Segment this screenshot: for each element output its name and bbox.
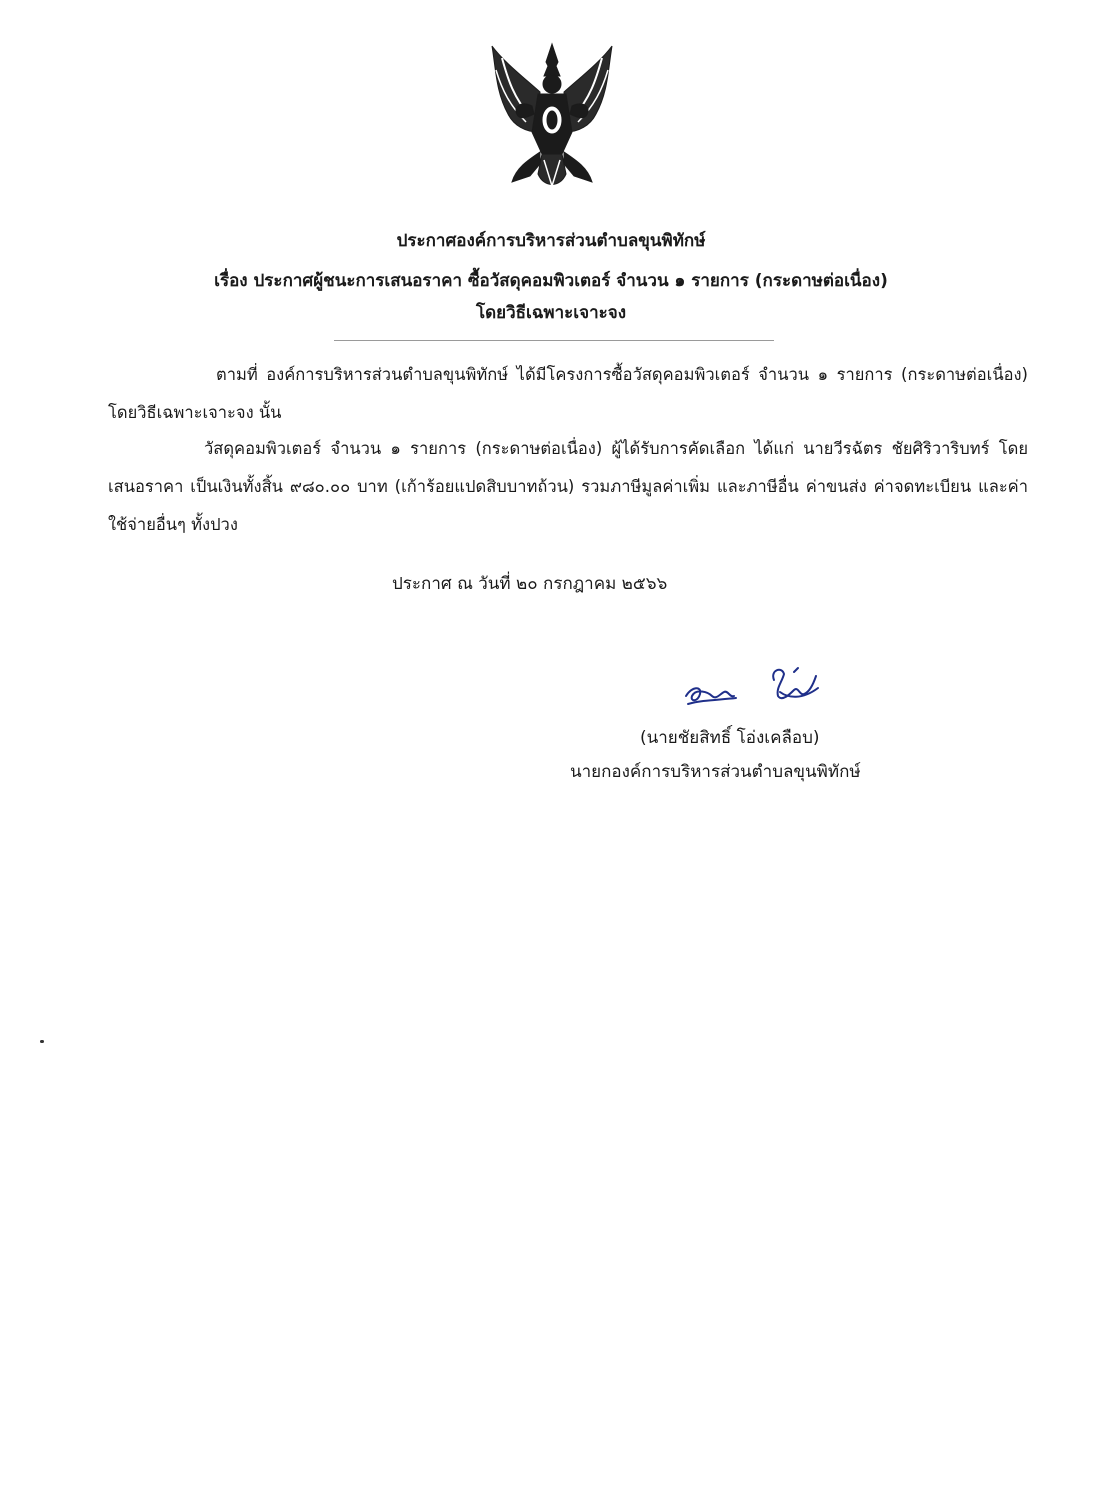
document-title: ประกาศองค์การบริหารส่วนตำบลขุนพิทักษ์: [396, 231, 706, 251]
procurement-method: โดยวิธีเฉพาะเจาะจง: [475, 303, 627, 323]
document-subject: เรื่อง ประกาศผู้ชนะการเสนอราคา ซื้อวัสดุคอมพิวเตอร์ จำนวน ๑ รายการ (กระดาษต่อเนื่อง): [214, 271, 888, 291]
body-paragraph-2: วัสดุคอมพิวเตอร์ จำนวน ๑ รายการ (กระดาษต่อเนื่อง) ผู้ได้รับการคัดเลือก ได้แก่ นายวีรฉัตร ชัยศิริวาริบทร์ โดยเสนอราคา เป็นเงินทั้งสิ้น ๙๘๐.๐๐ บาท (เก้าร้อยแปดสิบบาทถ้วน) รวมภาษีมูลค่าเพิ่ม และภาษีอื่น ค่าขนส่ง ค่าจดทะเบียน และค่าใช้จ่ายอื่นๆ ทั้งปวง: [108, 439, 1028, 534]
body-paragraph-1: ตามที่ องค์การบริหารส่วนตำบลขุนพิทักษ์ ได้มีโครงการซื้อวัสดุคอมพิวเตอร์ จำนวน ๑ รายการ (กระดาษต่อเนื่อง) โดยวิธีเฉพาะเจาะจง นั้น: [108, 365, 1028, 422]
paper-speck: [40, 1040, 44, 1043]
announcement-date: ประกาศ ณ วันที่ ๒๐ กรกฎาคม ๒๕๖๖: [392, 574, 668, 594]
signer-position: นายกองค์การบริหารส่วนตำบลขุนพิทักษ์: [570, 762, 861, 782]
handwritten-signature-icon: [678, 662, 838, 722]
signer-name: (นายชัยสิทธิ์ โอ่งเคลือบ): [640, 728, 820, 748]
garuda-emblem-icon: [482, 36, 622, 196]
title-divider: [334, 340, 774, 341]
